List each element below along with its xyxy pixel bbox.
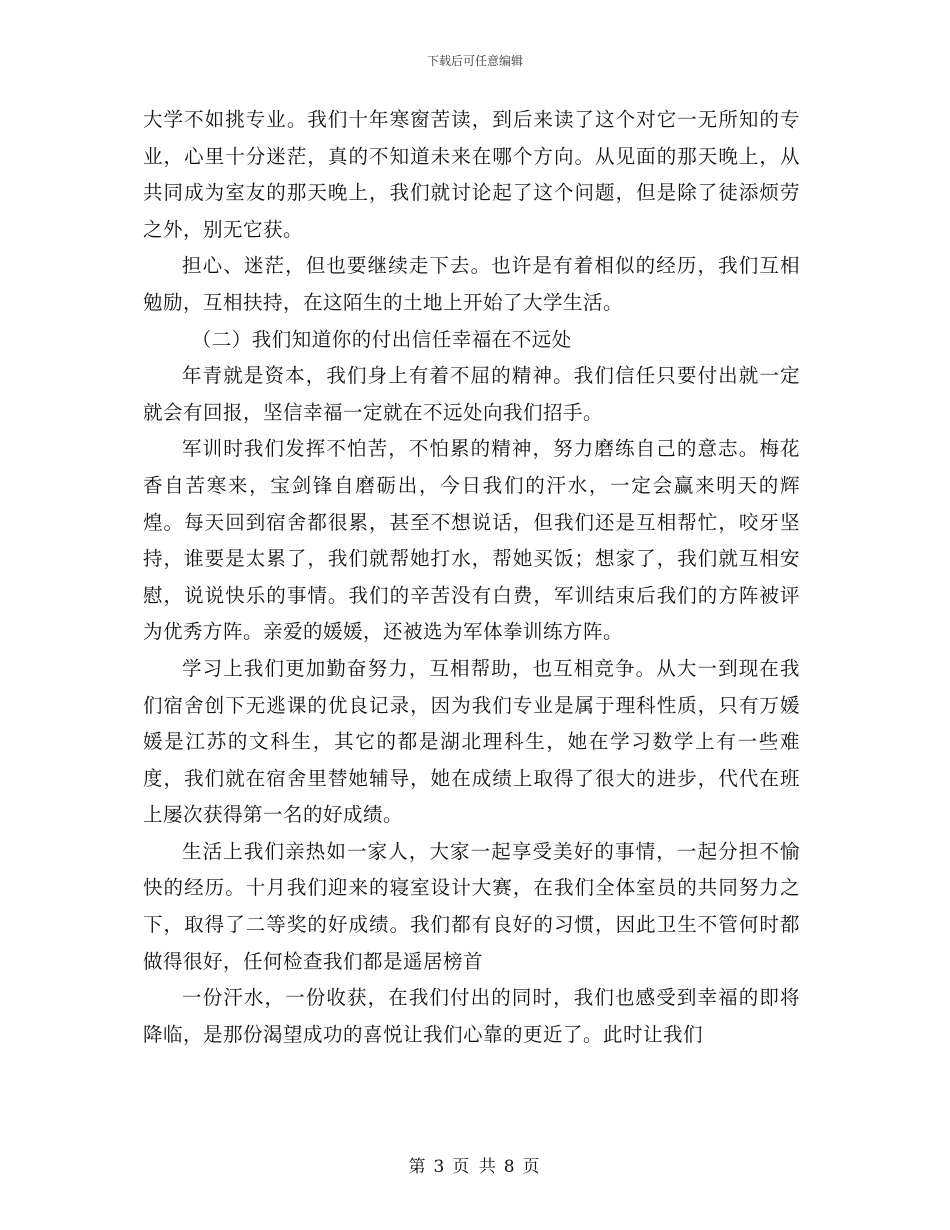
paragraph-7: 一份汗水，一份收获，在我们付出的同时，我们也感受到幸福的即将降临，是那份渴望成功的喜悦让我们心靠的更近了。此时让我们 (143, 986, 800, 1046)
page-footer (0, 1152, 950, 1177)
footer-page-number: 3 (433, 1157, 447, 1177)
footer-middle: 页 共 (452, 1157, 498, 1177)
footer-total-pages: 8 (503, 1157, 517, 1177)
paragraph-1: 大学不如挑专业。我们十年寒窗苦读，到后来读了这个对它一无所知的专业，心里十分迷茫，真的不知道未来在哪个方向。从见面的那天晚上，从共同成为室友的那天晚上，我们就讨论起了这个问题，但是除了徒添烦劳之外，别无它获。 (143, 108, 800, 241)
footer-prefix: 第 (408, 1157, 428, 1177)
paragraph-6: 生活上我们亲热如一家人，大家一起享受美好的事情，一起分担不愉快的经历。十月我们迎来的寝室设计大赛，在我们全体室员的共同努力之下，取得了二等奖的好成绩。我们都有良好的习惯，因此卫生不管何时都做得很好，任何检查我们都是遥居榜首 (143, 839, 800, 973)
paragraph-5: 学习上我们更加勤奋努力，互相帮助，也互相竞争。从大一到现在我们宿舍创下无逃课的优良记录，因为我们专业是属于理科性质，只有万媛媛是江苏的文科生，其它的都是湖北理科生，她在学习数学上有一些难度，我们就在宿舍里替她辅导，她在成绩上取得了很大的进步，代代在班上屡次获得第一名的好成绩。 (143, 656, 800, 827)
paragraph-3: 年青就是资本，我们身上有着不屈的精神。我们信任只要付出就一定就会有回报，坚信幸福一定就在不远处向我们招手。 (143, 364, 800, 424)
paragraph-2: 担心、迷茫，但也要继续走下去。也许是有着相似的经历，我们互相勉励，互相扶持，在这陌生的土地上开始了大学生活。 (143, 254, 800, 314)
section-heading: （二）我们知道你的付出信任幸福在不远处 (191, 327, 572, 351)
paragraph-4: 军训时我们发挥不怕苦，不怕累的精神，努力磨练自己的意志。梅花香自苦寒来，宝剑锋自磨砺出，今日我们的汗水，一定会赢来明天的辉煌。每天回到宿舍都很累，甚至不想说话，但我们还是互相帮忙，咬牙坚持，谁要是太累了，我们就帮她打水，帮她买饭；想家了，我们就互相安慰，说说快乐的事情。我们的辛苦没有白费，军训结束后我们的方阵被评为优秀方阵。亲爱的媛媛，还被选为军体拳训练方阵。 (143, 437, 800, 644)
footer-suffix: 页 (522, 1157, 542, 1177)
page-header: 下载后可任意编辑 (426, 54, 523, 68)
document-body (143, 102, 800, 1053)
